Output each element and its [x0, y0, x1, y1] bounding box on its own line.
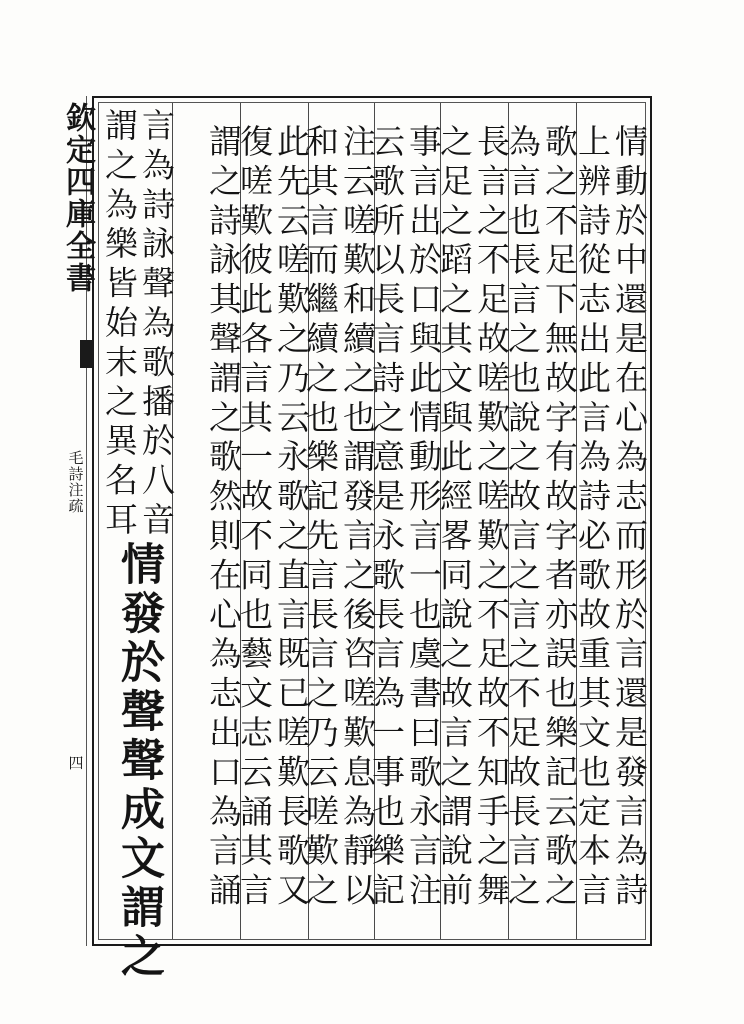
page-number-text: 四 — [66, 755, 85, 770]
text-column-4 — [367, 108, 443, 928]
column-line: 謂之為樂皆始末之異名耳 — [100, 108, 139, 542]
column-line: 謂之詩詠其聲謂之歌然則在心為志出口為言誦 — [204, 124, 243, 912]
column-line: 之足之蹈之其文與此經畧同說之故言之謂說前 — [435, 124, 474, 912]
text-column-5 — [301, 108, 377, 928]
text-column-6 — [235, 108, 311, 928]
book-label-text: 毛詩注疏 — [66, 450, 85, 514]
text-column-1 — [573, 108, 649, 928]
column-line: 言為詩詠聲為歌播於八音 — [137, 108, 176, 542]
column-line: 事言出於口與此情動形言一也虞書曰歌永言注 — [404, 124, 443, 912]
mixed-column — [100, 108, 176, 542]
series-title — [60, 102, 94, 342]
series-title-text: 欽定四庫全書 — [60, 102, 95, 294]
text-column-3 — [435, 108, 511, 928]
text-column-2 — [503, 108, 579, 928]
main-text — [113, 541, 164, 986]
text-column-7 — [176, 108, 243, 928]
text-column-8 — [100, 108, 176, 983]
main-text-line: 情發於聲聲成文謂之 — [113, 541, 164, 983]
column-line: 和其言而繼續之也樂記先言長言之乃云嗟歎之 — [301, 124, 340, 912]
column-line: 上辨詩從志出此言為詩必歌故重其文也定本言 — [573, 124, 612, 912]
page-number — [66, 755, 86, 795]
column-line: 復嗟歎彼此各言其一故不同也藝文志云誦其言 — [235, 124, 274, 912]
column-line: 歌之不足下無故字有故字者亦誤也樂記云歌之 — [540, 124, 579, 912]
book-label — [66, 450, 86, 600]
column-line: 注云嗟歎和續之也謂發言之後咨嗟歎息為靜以 — [338, 124, 377, 912]
column-line: 情動於中還是在心為志而形於言還是發言為詩 — [610, 124, 649, 912]
column-line: 長言之不足故嗟歎之嗟歎之不足故不知手之舞 — [472, 124, 511, 912]
column-line: 云歌所以長言詩之意是永歌長言為一事也樂記 — [367, 124, 406, 912]
column-line: 此先云嗟歎之乃云永歌之直言既已嗟歎長歌又 — [272, 124, 311, 912]
column-line: 為言也長言之也說之故言之言之不足故長言之 — [503, 124, 542, 912]
